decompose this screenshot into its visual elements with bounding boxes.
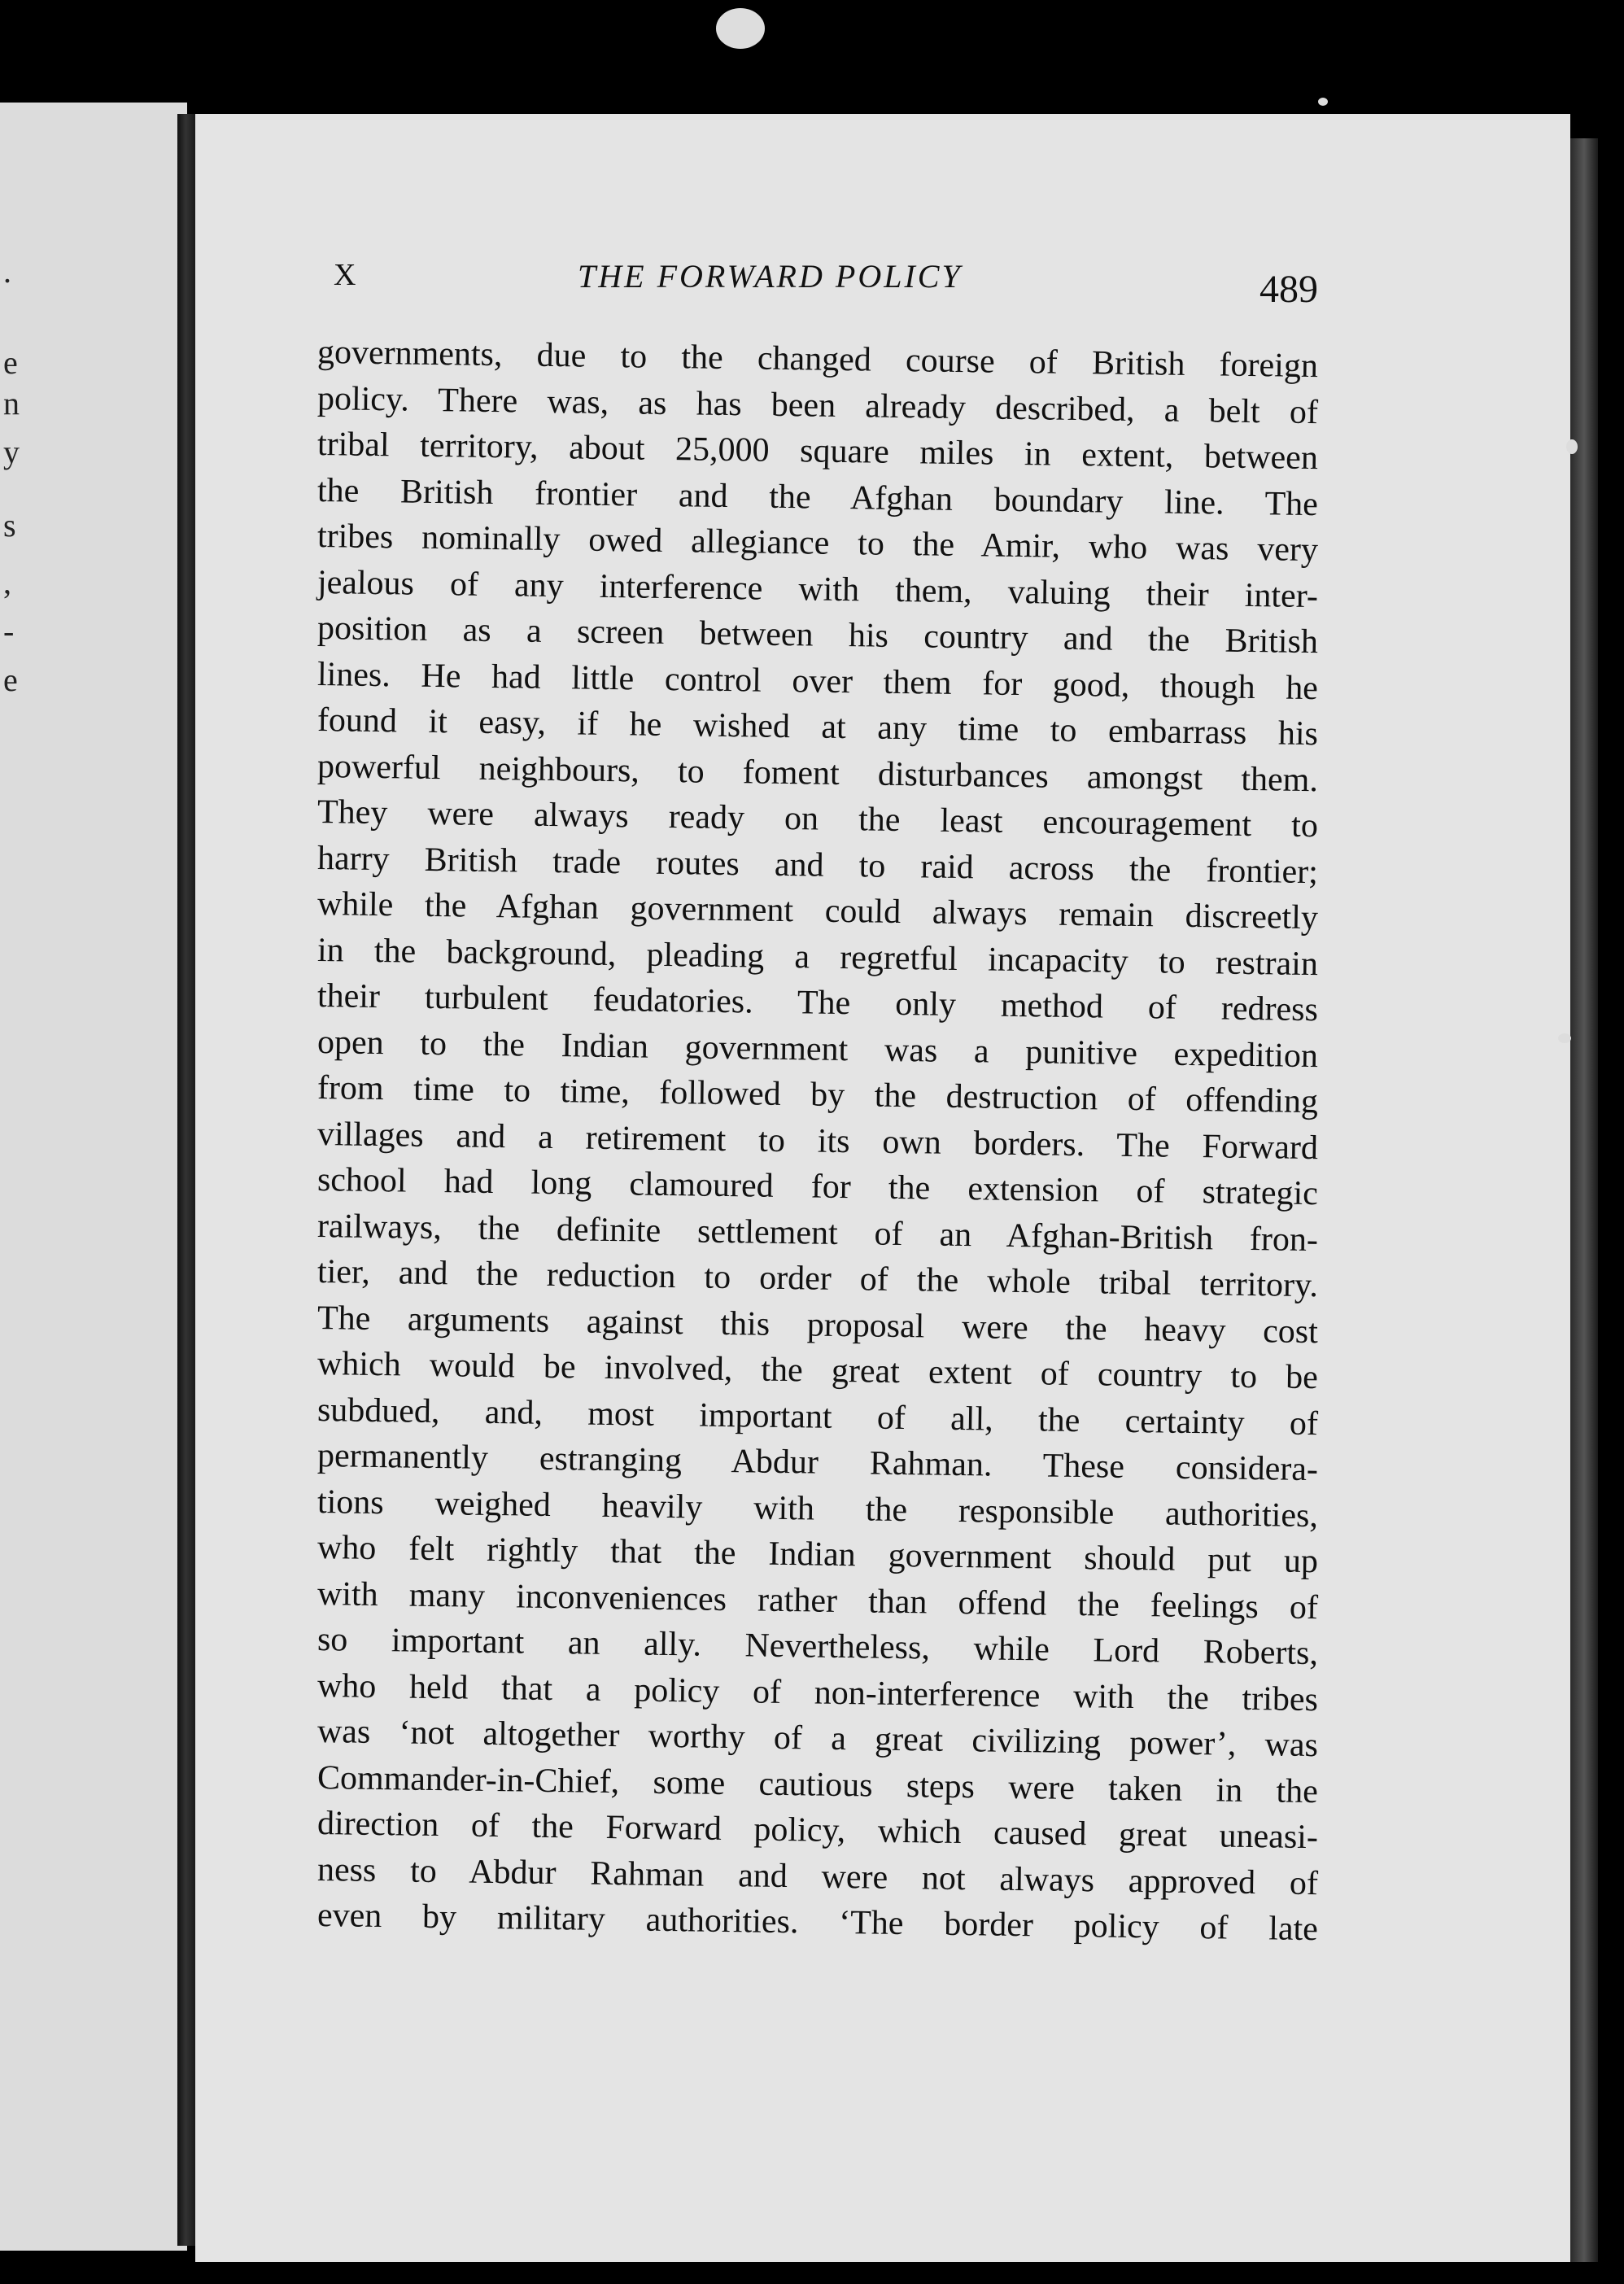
- text-line: while the Afghan government could always remain discreetly: [317, 885, 1319, 937]
- text-line: with many inconveniences rather than offend the feelings of: [317, 1574, 1319, 1627]
- text-line: the British frontier and the Afghan boundary line. The: [317, 471, 1319, 523]
- text-line: their turbulent feudatories. The only method of redress: [317, 977, 1319, 1029]
- text-line: policy. There was, as has been already described, a belt of: [317, 379, 1319, 431]
- left-page-fragment: .: [3, 253, 11, 290]
- text-line: position as a screen between his country and the British: [317, 609, 1319, 662]
- text-line: even by military authorities. ‘The border policy of late: [317, 1897, 1319, 1949]
- chapter-number: X: [334, 258, 358, 292]
- body-paragraph: [317, 330, 1319, 1949]
- page-stack-edge: [1570, 138, 1598, 2262]
- text-line: villages and a retirement to its own borders. The Forward: [317, 1115, 1319, 1167]
- text-line: found it easy, if he wished at any time to embarrass his: [317, 701, 1319, 753]
- left-page-fragment: e: [3, 662, 18, 698]
- text-line: They were always ready on the least encouragement to: [317, 793, 1319, 845]
- text-line: The arguments against this proposal were the heavy cost: [317, 1299, 1319, 1351]
- running-header: [334, 252, 1318, 317]
- text-line: tribes nominally owed allegiance to the Amir, who was very: [317, 518, 1319, 570]
- scan-artifact: [716, 8, 765, 49]
- text-line: tribal territory, about 25,000 square miles in extent, between: [317, 426, 1319, 478]
- text-line: was ‘not altogether worthy of a great civilizing power’, was: [317, 1713, 1319, 1765]
- page-number: 489: [1259, 268, 1318, 311]
- text-line: tions weighed heavily with the responsible authorities,: [317, 1483, 1319, 1535]
- text-line: direction of the Forward policy, which caused great uneasi-: [317, 1805, 1319, 1857]
- text-line: which would be involved, the great extent of country to be: [317, 1345, 1319, 1397]
- text-line: subdued, and, most important of all, the certainty of: [317, 1391, 1319, 1443]
- text-line: harry British trade routes and to raid across the frontier;: [317, 839, 1319, 891]
- text-line: from time to time, followed by the destruction of offending: [317, 1069, 1319, 1121]
- text-line: who held that a policy of non-interference with the tribes: [317, 1666, 1319, 1718]
- left-page-fragment: e: [3, 344, 18, 381]
- text-line: powerful neighbours, to foment disturbances amongst them.: [317, 747, 1319, 799]
- text-line: permanently estranging Abdur Rahman. These considera-: [317, 1437, 1319, 1489]
- scan-artifact: [1566, 439, 1578, 454]
- text-line: jealous of any interference with them, valuing their inter-: [317, 563, 1319, 615]
- left-page-fragment: -: [3, 613, 15, 649]
- text-line: so important an ally. Nevertheless, while Lord Roberts,: [317, 1621, 1319, 1673]
- scan-artifact: [1558, 1033, 1571, 1043]
- text-line: lines. He had little control over them for good, though he: [317, 655, 1319, 707]
- running-title: THE FORWARD POLICY: [578, 258, 963, 295]
- text-line: open to the Indian government was a punitive expedition: [317, 1023, 1319, 1075]
- left-page-fragment: y: [3, 434, 20, 470]
- text-line: school had long clamoured for the extension of strategic: [317, 1161, 1319, 1213]
- left-page-fragment: ,: [3, 564, 11, 600]
- left-page-edge: [0, 103, 187, 2251]
- text-line: governments, due to the changed course of British foreign: [317, 334, 1319, 386]
- text-line: in the background, pleading a regretful incapacity to restrain: [317, 931, 1319, 983]
- text-line: railways, the definite settlement of an Afghan-British fron-: [317, 1207, 1319, 1259]
- scan-artifact: [1318, 98, 1328, 106]
- text-line: Commander-in-Chief, some cautious steps were taken in the: [317, 1758, 1319, 1810]
- text-line: tier, and the reduction to order of the whole tribal territory.: [317, 1253, 1319, 1305]
- left-page-fragment: s: [3, 507, 16, 544]
- text-line: who felt rightly that the Indian government should put up: [317, 1529, 1319, 1581]
- text-line: ness to Abdur Rahman and were not always approved of: [317, 1850, 1319, 1902]
- left-page-fragment: n: [3, 385, 20, 421]
